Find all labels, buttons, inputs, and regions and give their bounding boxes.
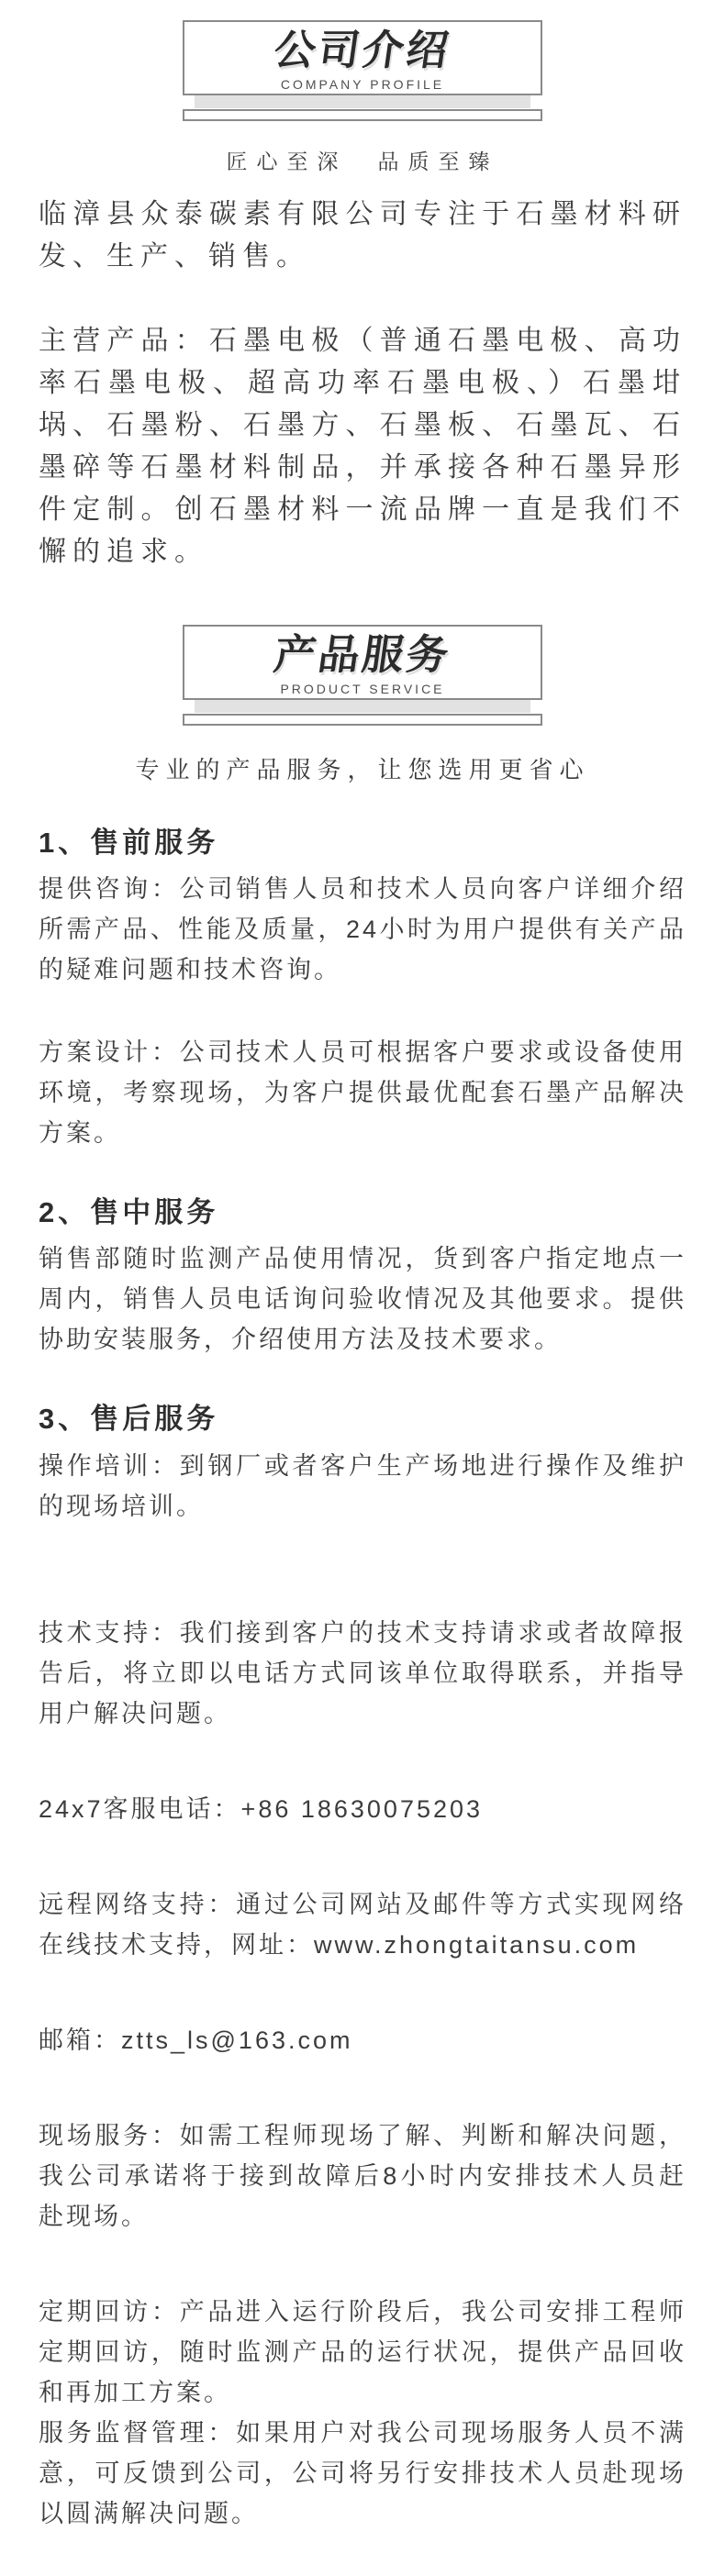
after-sale-paragraph-followup: 定期回访：产品进入运行阶段后，我公司安排工程师定期回访，随时监测产品的运行状况，提供产品回收和再加工方案。 bbox=[39, 2297, 686, 2406]
after-sale-paragraph-hotline: 24x7客服电话：+86 18630075203 bbox=[39, 1794, 484, 1823]
after-sale-paragraph-remote-support: 远程网络支持：通过公司网站及邮件等方式实现网络在线技术支持，网址：www.zhongtaitansu.com bbox=[39, 1890, 686, 1959]
pre-sale-paragraph-consulting: 提供咨询：公司销售人员和技术人员向客户详细介绍所需产品、性能及质量，24小时为用户提供有关产品的疑难问题和技术咨询。 bbox=[39, 875, 686, 984]
company-slogan: 匠心至深 品质至臻 bbox=[226, 150, 499, 173]
after-sale-paragraph-email: 邮箱：ztts_ls@163.com bbox=[39, 2026, 353, 2054]
service-banner-shadow-bar bbox=[195, 700, 530, 713]
service-banner-title: 产品服务 bbox=[271, 630, 454, 678]
pre-sale-heading: 1、售前服务 bbox=[39, 827, 219, 859]
after-sale-paragraph-supervision: 服务监督管理：如果用户对我公司现场服务人员不满意，可反馈到公司，公司将另行安排技术人员赴现场以圆满解决问题。 bbox=[39, 2418, 686, 2527]
company-banner-title: 公司介绍 bbox=[271, 26, 454, 73]
service-banner-footer-box bbox=[183, 714, 542, 726]
company-section bbox=[0, 20, 725, 573]
after-sale-paragraph-tech-support: 技术支持：我们接到客户的技术支持请求或者故障报告后，将立即以电话方式同该单位取得联系，并指导用户解决问题。 bbox=[39, 1618, 686, 1727]
company-paragraph-1: 临漳县众泰碳素有限公司专注于石墨材料研发、生产、销售。 bbox=[39, 199, 686, 272]
company-banner-footer-box bbox=[183, 109, 542, 121]
after-sale-paragraph-training: 操作培训：到钢厂或者客户生产场地进行操作及维护的现场培训。 bbox=[39, 1451, 686, 1520]
after-sale-heading: 3、售后服务 bbox=[39, 1403, 219, 1436]
company-content bbox=[0, 194, 725, 573]
pre-sale-paragraph-solution-design: 方案设计：公司技术人员可根据客户要求或设备使用环境，考察现场，为客户提供最优配套石墨产品解决方案。 bbox=[39, 1038, 686, 1148]
in-sale-paragraph: 销售部随时监测产品使用情况，货到客户指定地点一周内，销售人员电话询问验收情况及其他要求。提供协助安装服务，介绍使用方法及技术要求。 bbox=[39, 1245, 686, 1354]
in-sale-heading: 2、售中服务 bbox=[39, 1196, 219, 1229]
company-banner-subtitle: COMPANY PROFILE bbox=[280, 76, 445, 92]
company-banner-box bbox=[183, 20, 542, 95]
service-content bbox=[0, 826, 725, 2534]
company-paragraph-2: 主营产品：石墨电极（普通石墨电极、高功率石墨电极、超高功率石墨电极、）石墨坩埚、石墨粉、石墨方、石墨板、石墨瓦、石墨碎等石墨材料制品，并承接各种石墨异形件定制。创石墨材料一流品牌一直是我们不懈的追求。 bbox=[39, 326, 686, 567]
service-banner-subtitle: PRODUCT SERVICE bbox=[280, 681, 445, 696]
service-section bbox=[0, 625, 725, 2534]
service-banner-box bbox=[183, 625, 542, 700]
company-banner-shadow-bar bbox=[195, 95, 530, 108]
company-banner bbox=[183, 20, 542, 121]
service-banner bbox=[183, 625, 542, 726]
service-tagline: 专业的产品服务，让您选用更省心 bbox=[135, 756, 590, 783]
after-sale-paragraph-onsite-service: 现场服务：如需工程师现场了解、判断和解决问题，我公司承诺将于接到故障后8小时内安排技术人员赶赴现场。 bbox=[39, 2121, 686, 2230]
